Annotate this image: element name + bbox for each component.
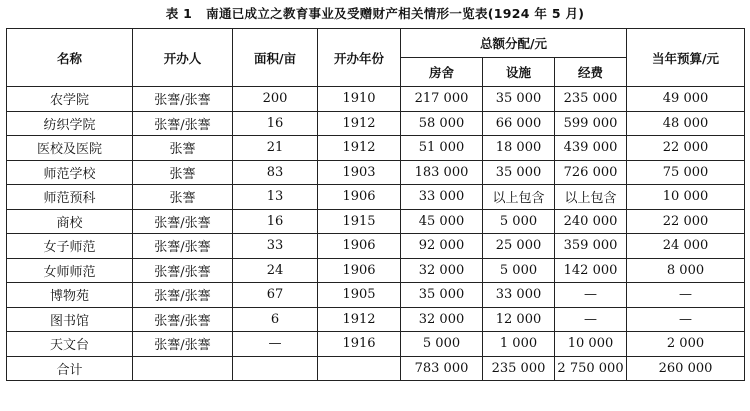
cell-area: 16 — [233, 209, 318, 234]
cell-founder: 张謇/张謇 — [133, 111, 233, 136]
cell-founder: 张謇 — [133, 136, 233, 161]
cell-area: 13 — [233, 185, 318, 210]
cell-year: 1912 — [318, 111, 401, 136]
cell-facilities: 12 000 — [483, 307, 555, 332]
cell-founder: 张謇/张謇 — [133, 283, 233, 308]
cell-facilities: 5 000 — [483, 258, 555, 283]
cell-facilities: 66 000 — [483, 111, 555, 136]
table-row — [7, 87, 745, 112]
cell-buildings: 35 000 — [401, 283, 483, 308]
table-row — [7, 283, 745, 308]
header-founder: 开办人 — [133, 29, 233, 87]
table-row — [7, 307, 745, 332]
cell-facilities: 25 000 — [483, 234, 555, 259]
cell-founder: 张謇/张謇 — [133, 307, 233, 332]
cell-year: 1912 — [318, 136, 401, 161]
cell-name: 博物苑 — [7, 283, 133, 308]
cell-name: 师范预科 — [7, 185, 133, 210]
cell-budget: 10 000 — [627, 185, 745, 210]
header-facilities: 设施 — [483, 58, 555, 87]
cell-name: 天文台 — [7, 332, 133, 357]
cell-budget: 8 000 — [627, 258, 745, 283]
cell-budget: 22 000 — [627, 209, 745, 234]
cell-facilities: 33 000 — [483, 283, 555, 308]
cell-founder: 张謇/张謇 — [133, 87, 233, 112]
cell-year: 1915 — [318, 209, 401, 234]
cell-founder: 张謇/张謇 — [133, 332, 233, 357]
header-area: 面积/亩 — [233, 29, 318, 87]
cell-year: 1916 — [318, 332, 401, 357]
cell-expenses: 599 000 — [555, 111, 627, 136]
cell-area: 24 — [233, 258, 318, 283]
cell-year: 1905 — [318, 283, 401, 308]
cell-budget: 260 000 — [627, 356, 745, 381]
cell-expenses: 2 750 000 — [555, 356, 627, 381]
cell-expenses: 240 000 — [555, 209, 627, 234]
cell-founder: 张謇/张謇 — [133, 258, 233, 283]
table-row — [7, 209, 745, 234]
total-label: 合计 — [7, 356, 133, 381]
cell-area: 83 — [233, 160, 318, 185]
cell-year: 1906 — [318, 185, 401, 210]
cell-name: 纺织学院 — [7, 111, 133, 136]
cell-area: 16 — [233, 111, 318, 136]
cell-name: 女师师范 — [7, 258, 133, 283]
cell-name: 商校 — [7, 209, 133, 234]
total-row — [7, 356, 745, 381]
table-row — [7, 332, 745, 357]
cell-buildings: 783 000 — [401, 356, 483, 381]
cell-founder: 张謇 — [133, 185, 233, 210]
cell-facilities: 235 000 — [483, 356, 555, 381]
cell-founder — [133, 356, 233, 381]
cell-budget: — — [627, 307, 745, 332]
table-row — [7, 136, 745, 161]
cell-founder: 张謇/张謇 — [133, 234, 233, 259]
cell-buildings: 33 000 — [401, 185, 483, 210]
cell-area: 67 — [233, 283, 318, 308]
header-allocation: 总额分配/元 — [401, 29, 627, 58]
cell-budget: 49 000 — [627, 87, 745, 112]
cell-facilities: 5 000 — [483, 209, 555, 234]
table-body — [7, 87, 745, 381]
cell-expenses: 439 000 — [555, 136, 627, 161]
cell-founder: 张謇 — [133, 160, 233, 185]
cell-buildings: 32 000 — [401, 258, 483, 283]
cell-facilities: 35 000 — [483, 160, 555, 185]
cell-buildings: 58 000 — [401, 111, 483, 136]
cell-expenses: 359 000 — [555, 234, 627, 259]
cell-name: 师范学校 — [7, 160, 133, 185]
cell-budget: 48 000 — [627, 111, 745, 136]
cell-budget: — — [627, 283, 745, 308]
cell-expenses: — — [555, 307, 627, 332]
education-table — [6, 28, 745, 381]
cell-facilities: 以上包含 — [483, 185, 555, 210]
cell-buildings: 92 000 — [401, 234, 483, 259]
cell-area: — — [233, 332, 318, 357]
cell-buildings: 183 000 — [401, 160, 483, 185]
cell-budget: 2 000 — [627, 332, 745, 357]
cell-facilities: 18 000 — [483, 136, 555, 161]
table-row — [7, 160, 745, 185]
cell-name: 图书馆 — [7, 307, 133, 332]
table-number: 表 1 — [165, 6, 193, 21]
cell-founder: 张謇/张謇 — [133, 209, 233, 234]
cell-area: 33 — [233, 234, 318, 259]
cell-year: 1903 — [318, 160, 401, 185]
cell-buildings: 51 000 — [401, 136, 483, 161]
cell-year — [318, 356, 401, 381]
cell-area: 6 — [233, 307, 318, 332]
table-row — [7, 111, 745, 136]
cell-facilities: 35 000 — [483, 87, 555, 112]
cell-budget: 24 000 — [627, 234, 745, 259]
cell-year: 1912 — [318, 307, 401, 332]
cell-budget: 75 000 — [627, 160, 745, 185]
table-title: 南通已成立之教育事业及受赠财产相关情形一览表(1924 年 5 月) — [206, 6, 585, 21]
cell-budget: 22 000 — [627, 136, 745, 161]
cell-expenses: — — [555, 283, 627, 308]
table-row — [7, 258, 745, 283]
cell-expenses: 235 000 — [555, 87, 627, 112]
cell-expenses: 10 000 — [555, 332, 627, 357]
header-buildings: 房舍 — [401, 58, 483, 87]
table-row — [7, 185, 745, 210]
cell-expenses: 726 000 — [555, 160, 627, 185]
header-budget: 当年预算/元 — [627, 29, 745, 87]
cell-expenses: 142 000 — [555, 258, 627, 283]
cell-name: 医校及医院 — [7, 136, 133, 161]
cell-area: 200 — [233, 87, 318, 112]
cell-year: 1906 — [318, 258, 401, 283]
cell-buildings: 217 000 — [401, 87, 483, 112]
cell-buildings: 32 000 — [401, 307, 483, 332]
cell-buildings: 5 000 — [401, 332, 483, 357]
cell-name: 农学院 — [7, 87, 133, 112]
cell-year: 1906 — [318, 234, 401, 259]
table-row — [7, 234, 745, 259]
cell-area: 21 — [233, 136, 318, 161]
header-year: 开办年份 — [318, 29, 401, 87]
cell-name: 女子师范 — [7, 234, 133, 259]
cell-area — [233, 356, 318, 381]
cell-facilities: 1 000 — [483, 332, 555, 357]
cell-year: 1910 — [318, 87, 401, 112]
table-caption — [0, 4, 750, 22]
header-expenses: 经费 — [555, 58, 627, 87]
header-name: 名称 — [7, 29, 133, 87]
cell-expenses: 以上包含 — [555, 185, 627, 210]
cell-buildings: 45 000 — [401, 209, 483, 234]
